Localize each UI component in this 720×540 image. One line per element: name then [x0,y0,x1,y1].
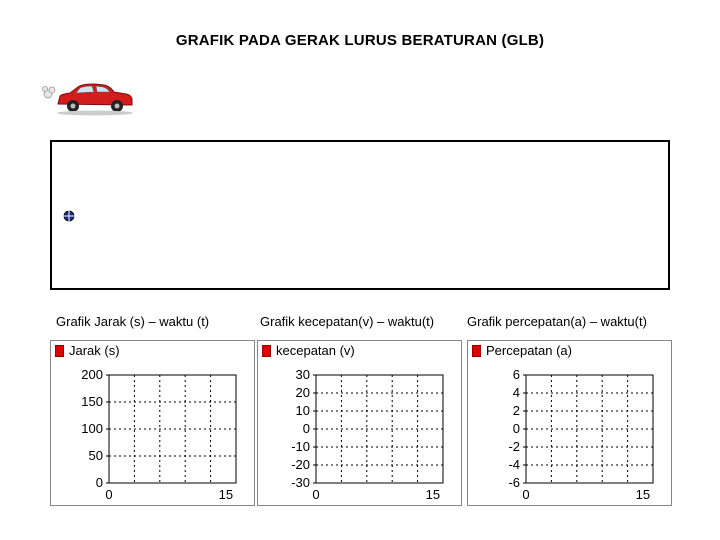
distance-graph-heading: Grafik Jarak (s) – waktu (t) [56,314,210,329]
y-tick-label: 150 [81,394,103,409]
plot-area [526,375,653,483]
legend-label: Jarak (s) [69,343,120,358]
y-tick-label: -20 [291,457,310,472]
y-tick-label: 2 [512,403,520,418]
y-tick-label: -10 [291,439,310,454]
page-title: GRAFIK PADA GERAK LURUS BERATURAN (GLB) [175,32,545,49]
y-tick-label: 20 [295,385,310,400]
acceleration-graph-panel [467,340,672,506]
distance-graph-panel [50,340,255,506]
y-tick-label: 6 [512,367,520,382]
acceleration-graph [468,341,673,507]
y-tick-label: -2 [508,439,520,454]
x-tick-label: 0 [105,487,113,502]
x-tick-label: 15 [635,487,651,502]
y-tick-label: 0 [302,421,310,436]
y-tick-label: 0 [95,475,103,490]
y-tick-label: -4 [508,457,520,472]
y-tick-label: -30 [291,475,310,490]
x-tick-label: 0 [312,487,320,502]
y-tick-label: 0 [512,421,520,436]
y-tick-label: 30 [295,367,310,382]
y-tick-label: 100 [81,421,103,436]
y-tick-label: 4 [512,385,520,400]
y-tick-label: 200 [81,367,103,382]
y-tick-label: 10 [295,403,310,418]
velocity-graph-heading: Grafik kecepatan(v) – waktu(t) [260,314,435,329]
legend-label: Percepatan (a) [486,343,572,358]
animation-area [50,140,670,290]
distance-graph [51,341,256,507]
x-tick-label: 15 [425,487,441,502]
plot-area [109,375,236,483]
plot-area [316,375,443,483]
red-car-icon [40,78,140,118]
y-tick-label: 50 [88,448,103,463]
x-tick-label: 15 [218,487,234,502]
acceleration-graph-heading: Grafik percepatan(a) – waktu(t) [467,314,647,329]
legend-label: kecepatan (v) [276,343,355,358]
velocity-graph-panel [257,340,462,506]
x-tick-label: 0 [522,487,530,502]
velocity-graph [258,341,463,507]
crosshair-marker-icon[interactable] [63,210,75,222]
y-tick-label: -6 [508,475,520,490]
